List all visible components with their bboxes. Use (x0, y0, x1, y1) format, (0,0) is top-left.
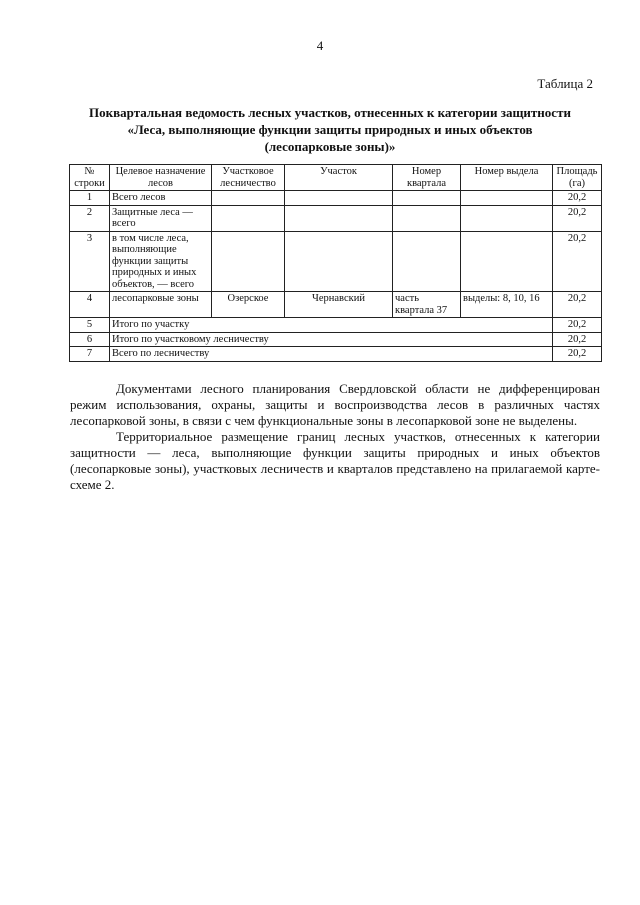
row-purpose: Защитные леса — всего (110, 205, 212, 231)
row-quarter (393, 191, 461, 206)
row-purpose: Всего лесов (110, 191, 212, 206)
row-total-label: Итого по участковому лесничеству (110, 332, 553, 347)
row-total-label: Всего по лесничеству (110, 347, 553, 362)
row-area: 20,2 (553, 318, 602, 333)
paragraph-planning: Документами лесного планирования Свердловской области не дифференцирован режим использования, охраны, защиты и воспроизводства лесов в различных частях лесопарковой зоны, в связи с чем функциональные зоны в лесопарковой зоне не выделены. (70, 381, 600, 428)
row-area: 20,2 (553, 191, 602, 206)
row-division (461, 205, 553, 231)
table-total-row (70, 318, 602, 333)
page-number: 4 (316, 38, 324, 53)
row-num: 2 (70, 205, 110, 231)
table-header-row (70, 165, 602, 191)
row-num: 6 (70, 332, 110, 347)
row-area: 20,2 (553, 231, 602, 292)
title-line: Поквартальная ведомость лесных участков, отнесенных к категории защитности (89, 105, 571, 120)
row-purpose: в том числе леса, выполняющие функции защиты природных и иных объектов, — всего (110, 231, 212, 292)
row-quarter (393, 205, 461, 231)
row-quarter: часть квартала 37 (393, 292, 461, 318)
row-num: 5 (70, 318, 110, 333)
col-header-quarter: Номер квартала (393, 165, 461, 191)
row-quarter (393, 231, 461, 292)
row-plot: Чернавский (285, 292, 393, 318)
row-division (461, 231, 553, 292)
table-title (70, 104, 590, 155)
row-total-label: Итого по участку (110, 318, 553, 333)
col-header-purpose: Целевое назначение лесов (110, 165, 212, 191)
row-area: 20,2 (553, 205, 602, 231)
col-header-num: № строки (70, 165, 110, 191)
col-header-plot: Участок (285, 165, 393, 191)
row-num: 7 (70, 347, 110, 362)
row-division: выделы: 8, 10, 16 (461, 292, 553, 318)
row-plot (285, 231, 393, 292)
row-area: 20,2 (553, 332, 602, 347)
table-row (70, 231, 602, 292)
title-line: «Леса, выполняющие функции защиты природных и иных объектов (127, 122, 533, 137)
row-area: 20,2 (553, 292, 602, 318)
row-num: 3 (70, 231, 110, 292)
table-total-row (70, 347, 602, 362)
row-division (461, 191, 553, 206)
col-header-division: Номер выдела (461, 165, 553, 191)
table-row (70, 205, 602, 231)
row-num: 4 (70, 292, 110, 318)
row-num: 1 (70, 191, 110, 206)
col-header-district: Участковое лесничество (212, 165, 285, 191)
col-header-area: Площадь (га) (553, 165, 602, 191)
title-line: (лесопарковые зоны)» (264, 139, 396, 154)
row-plot (285, 191, 393, 206)
row-plot (285, 205, 393, 231)
row-area: 20,2 (553, 347, 602, 362)
table-total-row (70, 332, 602, 347)
row-district (212, 205, 285, 231)
row-district (212, 231, 285, 292)
row-district (212, 191, 285, 206)
forest-plots-table (69, 164, 602, 362)
table-label: Таблица 2 (537, 76, 593, 91)
paragraph-placement: Территориальное размещение границ лесных участков, отнесенных к категории защитности — леса, выполняющие функции защиты природных и иных объектов (лесопарковые зоны), участковых лесничеств и кварталов представлено на прилагаемой карте-схеме 2. (70, 429, 600, 492)
table-row (70, 191, 602, 206)
table-row (70, 292, 602, 318)
row-purpose: лесопарковые зоны (110, 292, 212, 318)
row-district: Озерское (212, 292, 285, 318)
